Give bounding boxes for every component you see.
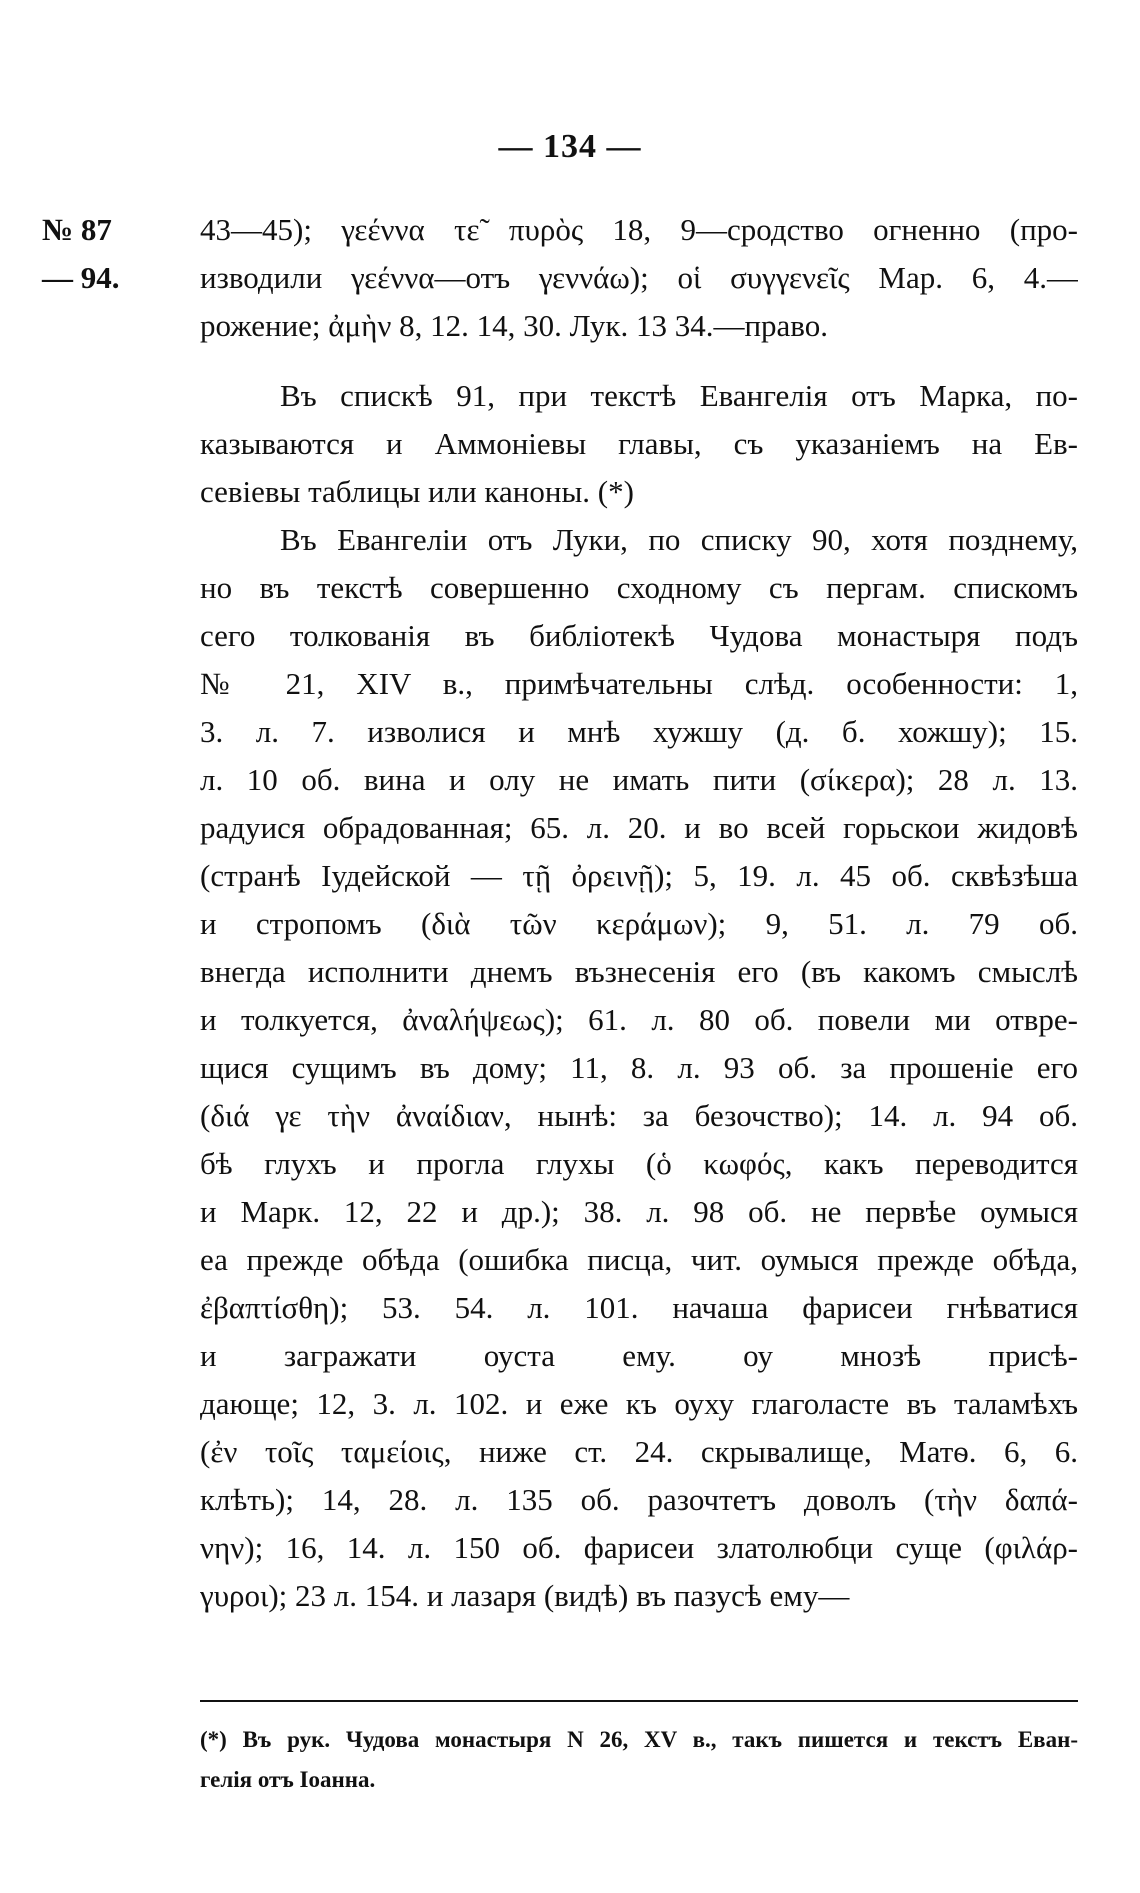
text-line: сего толкованія въ библіотекѣ Чудова монастыря подъ <box>200 618 1078 653</box>
text-line: но въ текстѣ совершенно сходному съ пергам. спискомъ <box>200 570 1078 605</box>
text-line: клѣть); 14, 28. л. 135 об. разочтетъ доволъ (τὴν δαπά- <box>200 1482 1078 1517</box>
text-line: изводили γεέννα—отъ γεννάω); οἱ συγγενεῖς Мар. 6, 4.— <box>200 260 1078 295</box>
text-line: бѣ глухъ и прогла глухы (ὁ κωφός, какъ переводится <box>200 1146 1078 1181</box>
text-line: (странѣ Іудейской — τῇ ὀρεινῇ); 5, 19. л. 45 об. сквѣзѣша <box>200 858 1078 893</box>
text-line: и Марк. 12, 22 и др.); 38. л. 98 об. не первѣе оумыся <box>200 1194 1078 1229</box>
text-line: № 21, XIV в., примѣчательны слѣд. особенности: 1, <box>200 666 1078 701</box>
text-line: казываются и Аммоніевы главы, съ указаніемъ на Ев- <box>200 426 1078 461</box>
footnote-line: (*) Въ рук. Чудова монастыря N 26, XV в., такъ пишется и текстъ Еван- <box>200 1727 1078 1752</box>
text-line: и загражати оуста ему. оу мнозѣ присѣ- <box>200 1338 1078 1373</box>
text-line: Въ спискѣ 91, при текстѣ Евангелія отъ Марка, по- <box>280 378 1078 413</box>
text-line: (διά γε τὴν ἀναίδιαν, нынѣ: за безочство); 14. л. 94 об. <box>200 1098 1078 1133</box>
page-number: — 134 — <box>498 128 642 165</box>
main-text <box>200 206 1078 1620</box>
text-line: Въ Евангеліи отъ Луки, по списку 90, хотя позднему, <box>280 522 1078 557</box>
margin-note <box>42 206 192 302</box>
footnote-line: гелія отъ Іоанна. <box>200 1767 376 1792</box>
text-line: внегда исполнити днемъ възнесенія его (въ какомъ смыслѣ <box>200 954 1078 989</box>
text-line: радуися обрадованная; 65. л. 20. и во всей горьскои жидовѣ <box>200 810 1078 845</box>
text-line: и стропомъ (διὰ τῶν κεράμων); 9, 51. л. 79 об. <box>200 906 1078 941</box>
text-line: γυροι); 23 л. 154. и лазаря (видѣ) въ пазусѣ ему— <box>200 1578 850 1613</box>
text-line: еа прежде обѣда (ошибка писца, чит. оумыся прежде обѣда, <box>200 1242 1078 1277</box>
text-line: рожение; ἀμὴν 8, 12. 14, 30. Лук. 13 34.—право. <box>200 308 828 343</box>
text-line: 43—45); γεέννα τε̃ πυρὸς 18, 9—сродство огненно (про- <box>200 212 1078 247</box>
margin-note-line: № 87 <box>42 212 112 247</box>
text-line: севіевы таблицы или каноны. (*) <box>200 474 634 509</box>
text-line: дающе; 12, 3. л. 102. и еже къ оуху глаголасте въ таламѣхъ <box>200 1386 1078 1421</box>
footnote <box>200 1720 1078 1800</box>
text-line: (ἐν τοῖς ταμείοις, ниже ст. 24. скрывалище, Матѳ. 6, 6. <box>200 1434 1078 1469</box>
margin-note-line: — 94. <box>42 260 120 295</box>
text-line: νην); 16, 14. л. 150 об. фарисеи златолюбци суще (φιλάρ- <box>200 1530 1078 1565</box>
text-line: и толкуется, ἀναλήψεως); 61. л. 80 об. повели ми отвре- <box>200 1002 1078 1037</box>
text-line: 3. л. 7. изволися и мнѣ хужшу (д. б. хожшу); 15. <box>200 714 1078 749</box>
footnote-divider <box>200 1700 1078 1702</box>
text-line: щися сущимъ въ дому; 11, 8. л. 93 об. за прошеніе его <box>200 1050 1078 1085</box>
text-line: л. 10 об. вина и олу не имать пити (σίκερα); 28 л. 13. <box>200 762 1078 797</box>
text-line: ἐβαπτίσθη); 53. 54. л. 101. начаша фарисеи гнѣватися <box>200 1290 1078 1325</box>
